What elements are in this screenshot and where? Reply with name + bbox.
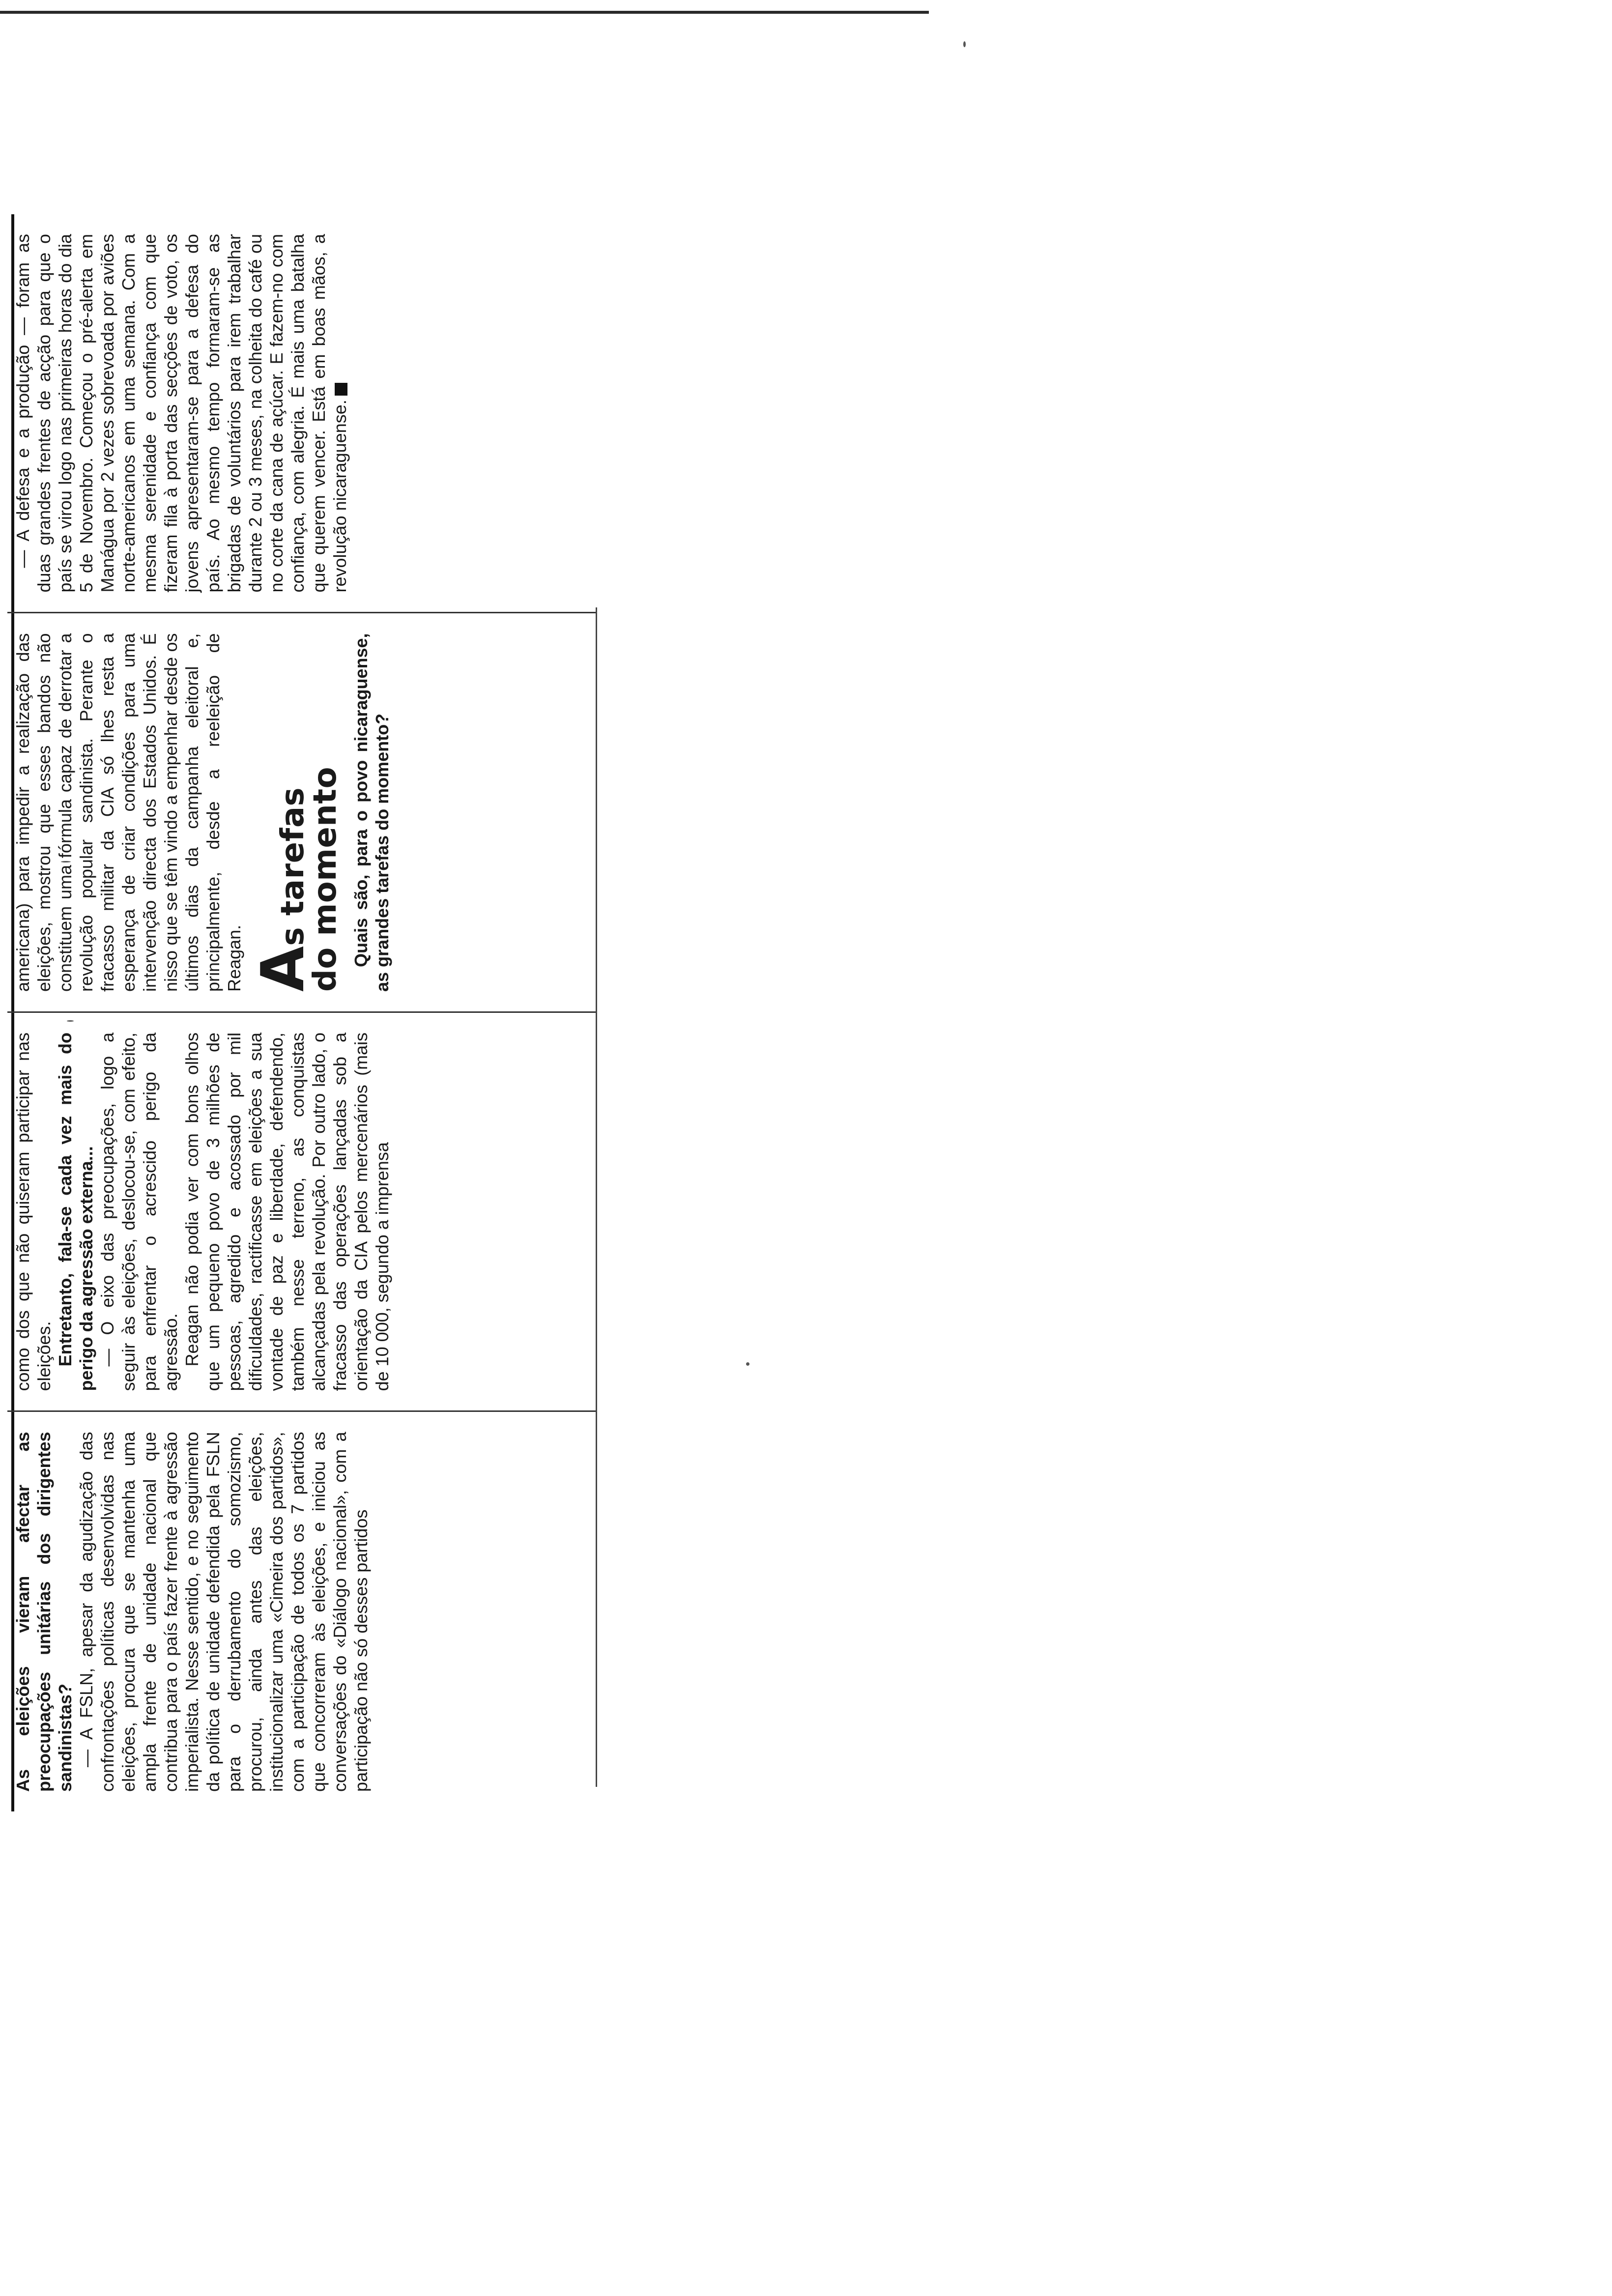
column-2 (7, 1013, 597, 1412)
answer-paragraph (12, 234, 350, 593)
question-heading: As eleições vieram afectar as preocupações unitárias dos dirigentes sandinistas? (13, 1432, 75, 1792)
answer-text: — A defesa e a produção — foram as duas grandes frentes de acção para que o país se virou logo nas primeiras horas do dia 5 de Novembro. Começou o pré-alerta em Manágua por 2 vezes sobrevoada por aviões norte-americanos em uma semana. Com a mesma serenidade e confiança com que fizeram fila à porta das secções de voto, os jovens apresentaram-se para a defesa do país. Ao mesmo tempo formaram-se as brigadas de voluntários para irem trabalhar durante 2 ou 3 meses, na colheita do café ou no corte da cana de açúcar. E fazem-no com confiança, com alegria. É mais uma batalha que querem vencer. Está em boas mãos, a revolução nicaraguense. (13, 234, 350, 593)
section-title-rest: s tarefas (275, 787, 311, 946)
rotated-article (7, 214, 597, 1811)
column-4 (7, 214, 597, 614)
answer-paragraph: — A FSLN, apesar da agudização das confrontações políticas desenvolvidas nas eleições, procura que se mantenha uma ampla frente de unidade nacional que contribua para o país fazer frente à agressão imperialista. Nesse sentido, e no seguimento da política de unidade defendida pela FSLN para o derrubamento do somozismo, procurou, ainda antes das eleições, institucionalizar uma «Cimeira dos partidos», com a participação de todos os 7 partidos que concorreram às eleições, e iniciou as conversações do «Diálogo nacional», com a participação não só desses partidos (76, 1432, 371, 1792)
article-top-rule (596, 607, 597, 1787)
question-heading: Entretanto, fala-se cada vez mais do perigo da agressão externa... (55, 1033, 96, 1391)
scan-speck (963, 41, 966, 47)
answer-paragraph: — O eixo das preocupações, logo a seguir às eleições, deslocou-se, com efeito, para enfrentar o acrescido perigo da agressão. (97, 1033, 181, 1391)
column-1 (7, 1412, 597, 1812)
continued-paragraph: americana) para impedir a realização das eleições, mostrou que esses bandos não constituem uma fórmula capaz de derrotar a revolução popular sandinista. Perante o fracasso militar da CIA só lhes resta a esperança de criar condições para uma intervenção directa dos Estados Unidos. É nisso que se têm vindo a empenhar desde os últimos dias da campanha eleitoral e, principalmente, desde a reeleição de Reagan. (13, 633, 244, 992)
scan-speck (746, 1362, 749, 1366)
scan-top-rule (0, 11, 929, 14)
section-title-initial: A (249, 946, 317, 992)
continued-paragraph: como dos que não quiseram participar nas eleições. (13, 1033, 54, 1391)
end-of-article-mark (335, 383, 347, 396)
question-heading: Quais são, para o povo nicaraguense, as grandes tarefas do momento? (351, 633, 392, 992)
section-title (249, 633, 344, 992)
section-title-line2: do momento (307, 767, 344, 992)
body-paragraph: Reagan não podia ver com bons olhos que um pequeno povo de 3 milhões de pessoas, agredido e acossado por mil dificuldades, ractificasse em eleições a sua vontade de paz e liberdade, defendendo, também nesse terreno, as conquistas alcançadas pela revolução. Por outro lado, o fracasso das operações lançadas sob a orientação da CIA pelos mercenários (mais de 10 000, segundo a imprensa (182, 1033, 392, 1391)
column-3 (7, 614, 597, 1013)
article-columns (7, 214, 597, 1811)
